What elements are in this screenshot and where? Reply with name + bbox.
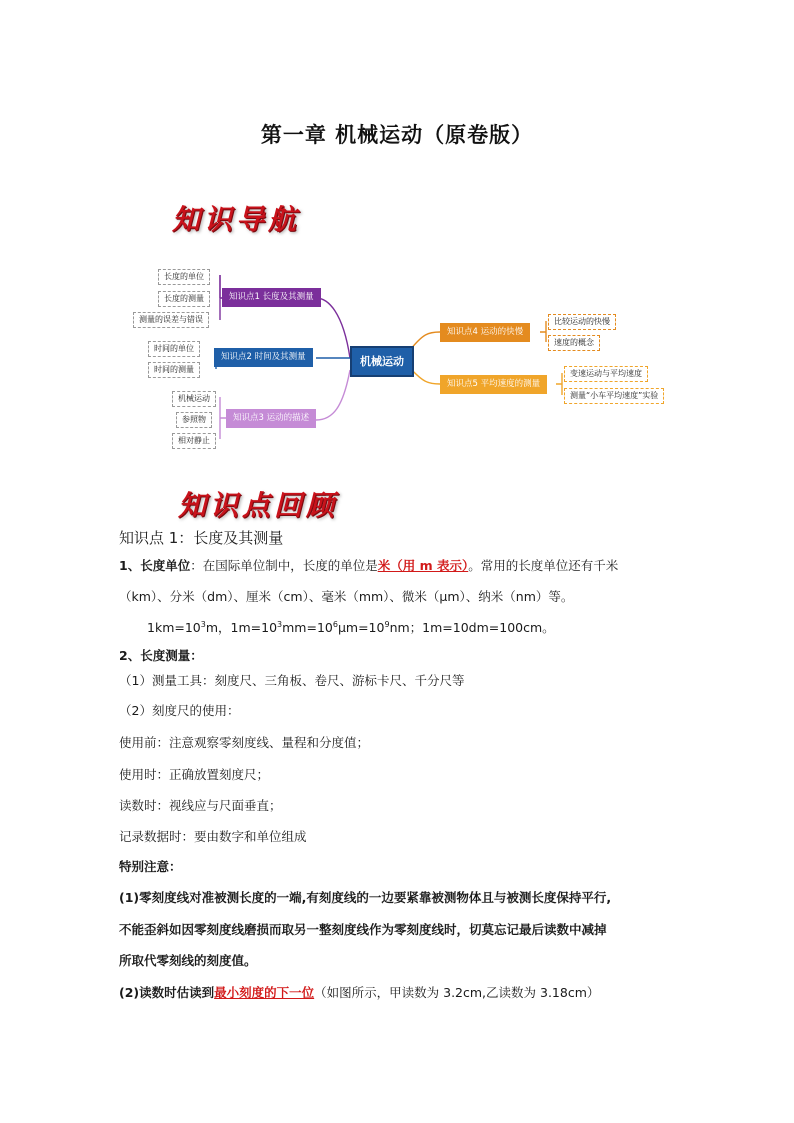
note-1-line3: 所取代零刻线的刻度值。 <box>119 953 257 968</box>
leaf-error: 测量的误差与错误 <box>133 312 209 328</box>
sup-6: 6 <box>332 619 338 629</box>
note-1-line1: (1)零刻度线对准被测长度的一端,有刻度线的一边要紧靠被测物体且与被测长度保持平行, <box>119 890 612 905</box>
leaf-compare-speed: 比较运动的快慢 <box>548 314 616 330</box>
branch-motion: 知识点3 运动的描述 <box>226 409 316 428</box>
note-2-highlight: 最小刻度的下一位 <box>214 985 315 1000</box>
branch-time: 知识点2 时间及其测量 <box>214 348 313 367</box>
knowledge-nav-banner: 知识导航 <box>172 203 301 236</box>
units-list: （km）、分米（dm）、厘米（cm）、毫米（mm）、微米（μm）、纳米（nm）等。 <box>119 589 574 604</box>
conv-d: μm=10 <box>337 620 385 635</box>
conv-b: m，1m=10 <box>205 620 278 635</box>
sup-9: 9 <box>384 619 390 629</box>
tools-line: （1）测量工具：刻度尺、三角板、卷尺、游标卡尺、千分尺等 <box>119 673 465 688</box>
conv-c: mm=10 <box>282 620 333 635</box>
conversion-line <box>147 618 555 636</box>
length-unit-text: ：在国际单位制中，长度的单位是 <box>190 558 378 573</box>
leaf-speed-concept: 速度的概念 <box>548 335 600 351</box>
leaf-length-unit: 长度的单位 <box>158 269 210 285</box>
sup-3b: 3 <box>277 619 283 629</box>
before-use: 使用前：注意观察零刻度线、量程和分度值； <box>119 735 370 750</box>
conv-a: 1km=10 <box>147 620 201 635</box>
special-note: 特别注意： <box>119 859 182 874</box>
ruler-usage: （2）刻度尺的使用： <box>119 703 240 718</box>
leaf-time-measure: 时间的测量 <box>148 362 200 378</box>
branch-avg-speed: 知识点5 平均速度的测量 <box>440 375 547 394</box>
note-1-line2: 不能歪斜如因零刻度线磨损而取另一整刻度线作为零刻度线时，切莫忘记最后读数中减掉 <box>119 922 607 937</box>
record-line: 记录数据时：要由数字和单位组成 <box>119 829 307 844</box>
leaf-experiment: 测量“小车平均速度”实验 <box>564 388 664 404</box>
leaf-time-unit: 时间的单位 <box>148 341 200 357</box>
leaf-relative-rest: 相对静止 <box>172 433 216 449</box>
leaf-variable-motion: 变速运动与平均速度 <box>564 366 648 382</box>
sup-3: 3 <box>200 619 206 629</box>
length-measure-heading: 2、长度测量： <box>119 648 203 663</box>
note-2-tail: （如图所示，甲读数为 3.2cm,乙读数为 3.18cm） <box>314 985 600 1000</box>
note-2-line <box>119 983 599 1001</box>
section-heading: 知识点 1：长度及其测量 <box>119 529 284 547</box>
review-banner: 知识点回顾 <box>178 489 339 522</box>
branch-length: 知识点1 长度及其测量 <box>222 288 321 307</box>
note-2-prefix: (2)读数时估读到 <box>119 985 215 1000</box>
leaf-mech-motion: 机械运动 <box>172 391 216 407</box>
leaf-length-measure: 长度的测量 <box>158 291 210 307</box>
during-use: 使用时：正确放置刻度尺； <box>119 767 270 782</box>
length-unit-label: 1、长度单位 <box>119 558 191 573</box>
mind-map <box>128 262 688 462</box>
reading-line: 读数时：视线应与尺面垂直； <box>119 798 282 813</box>
length-unit-line <box>119 556 618 574</box>
meter-highlight: 米（用 m 表示） <box>377 558 469 573</box>
leaf-reference: 参照物 <box>176 412 212 428</box>
branch-speed: 知识点4 运动的快慢 <box>440 323 530 342</box>
length-unit-tail: 。常用的长度单位还有千米 <box>468 558 619 573</box>
page-title: 第一章 机械运动（原卷版） <box>260 123 534 147</box>
center-node: 机械运动 <box>350 346 414 377</box>
conv-e: nm；1m=10dm=100cm。 <box>389 620 555 635</box>
